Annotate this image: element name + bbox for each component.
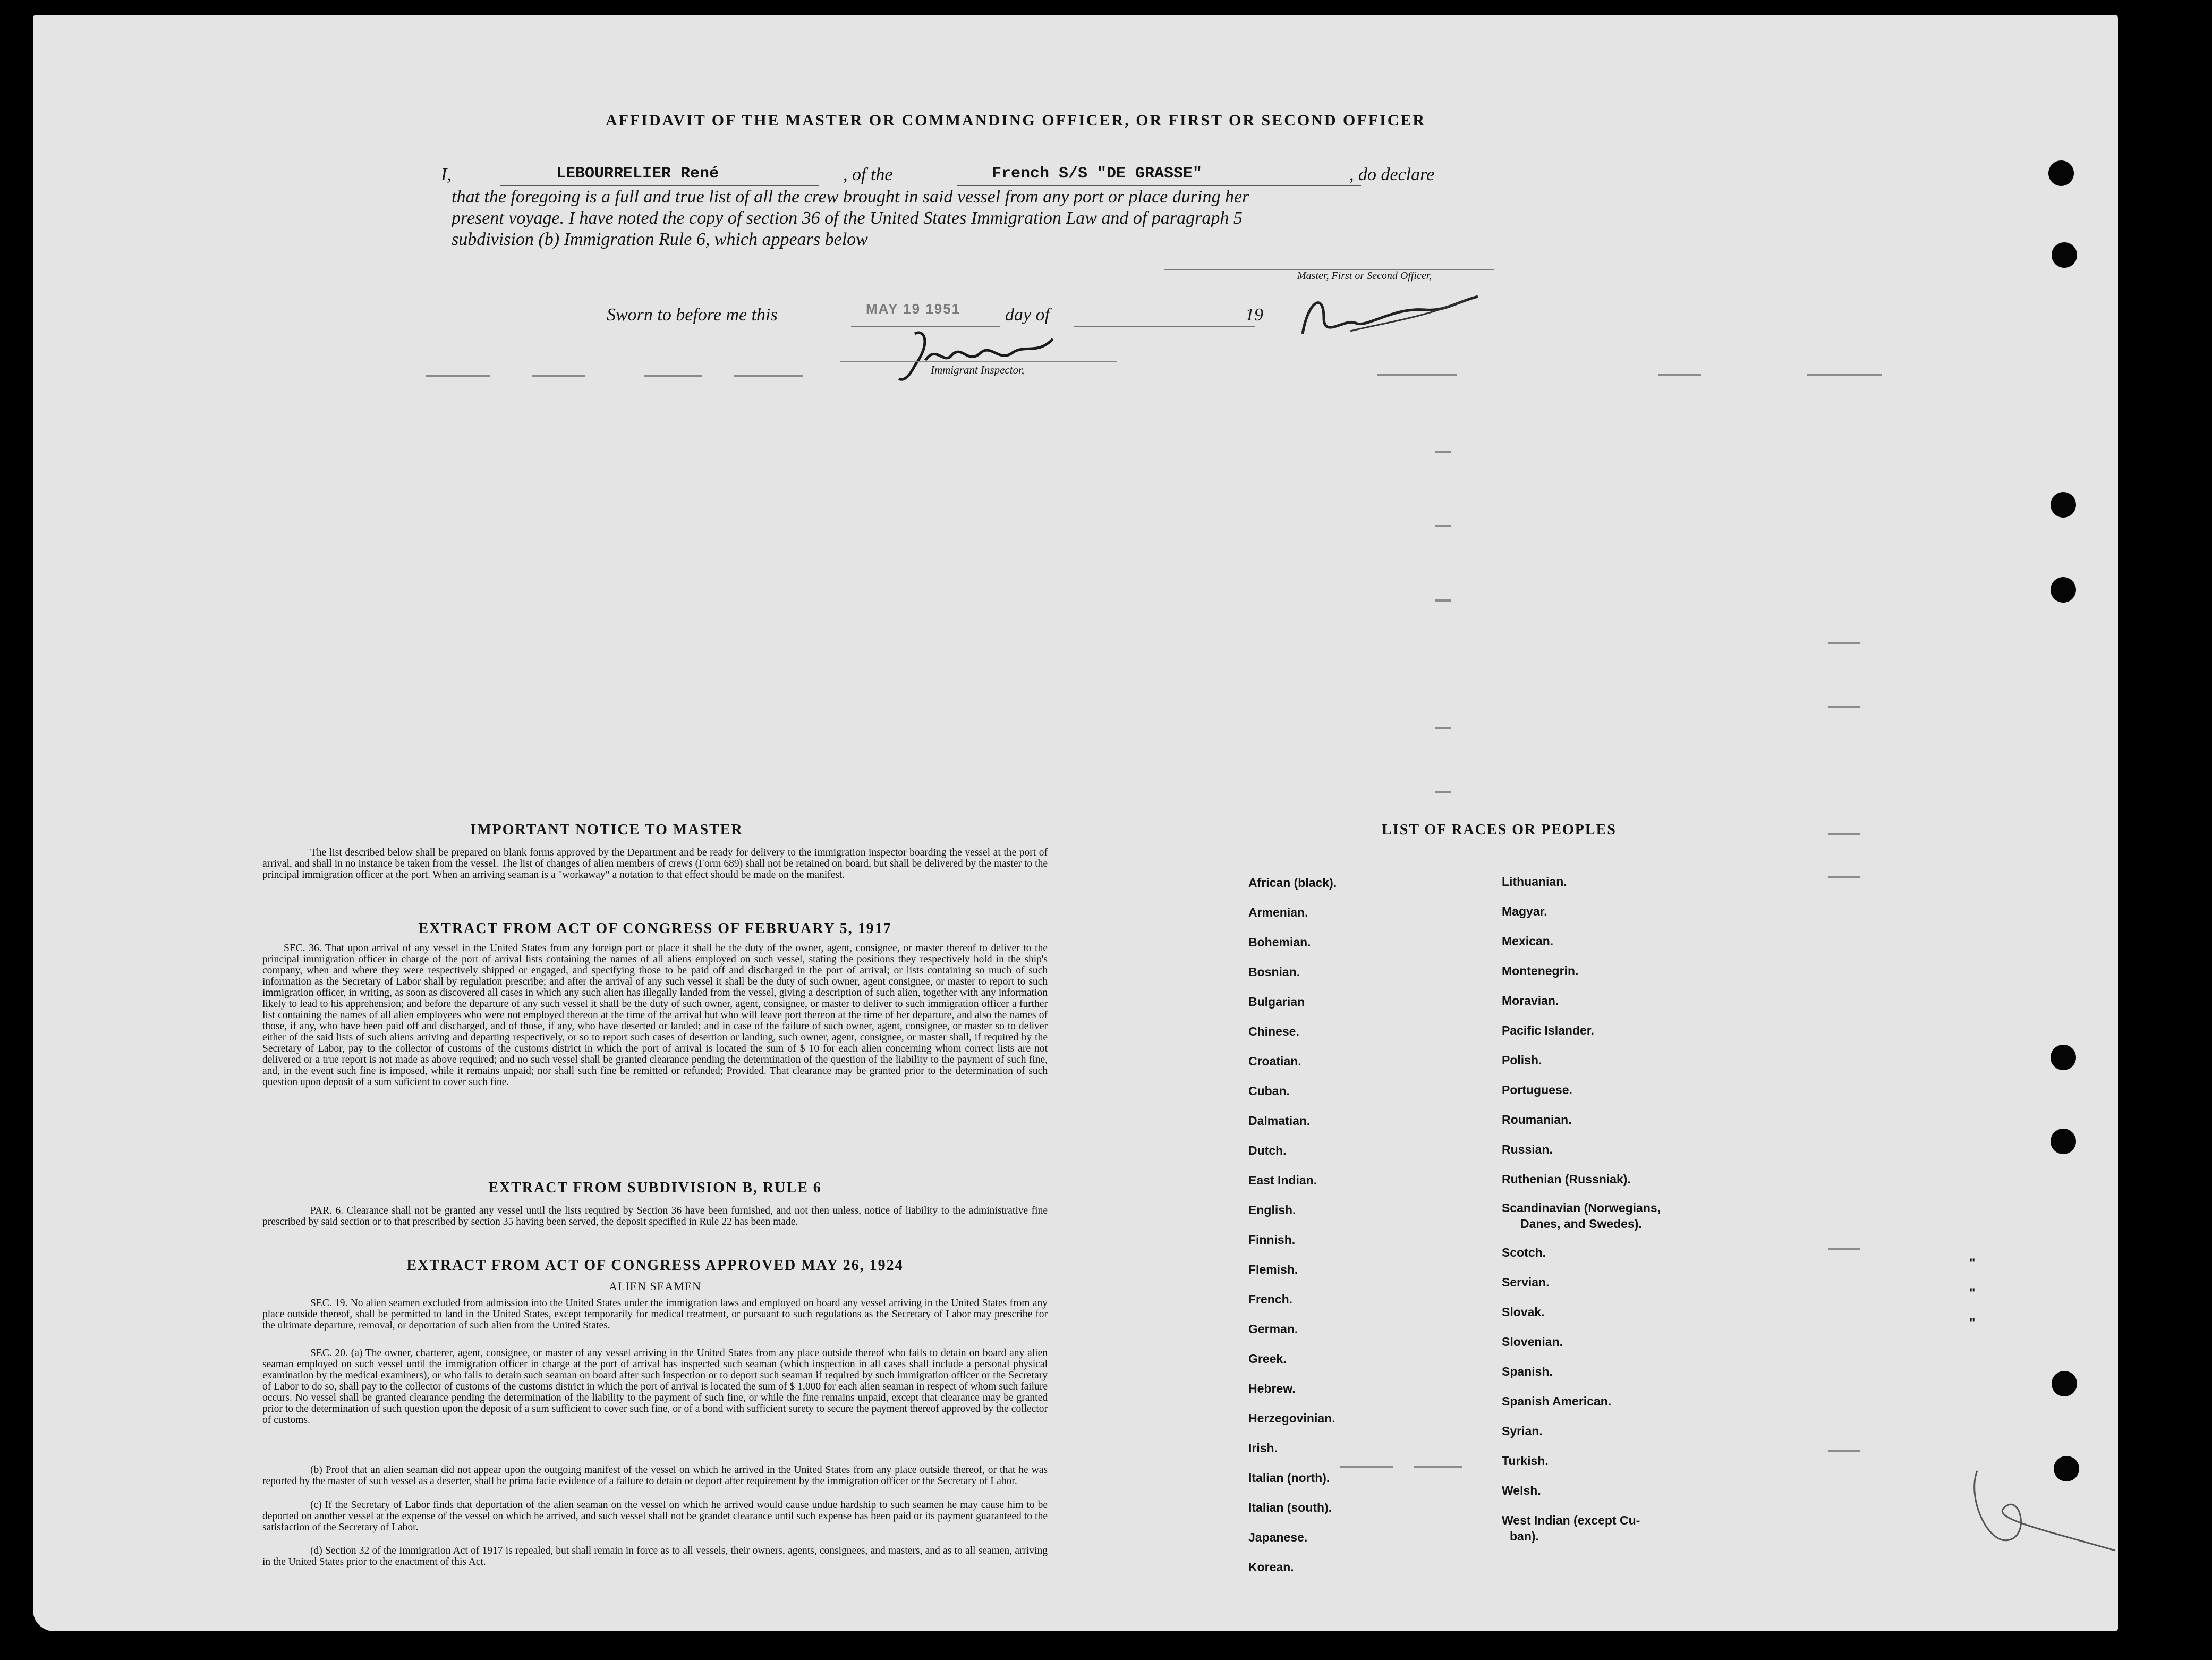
race-left: Armenian. — [1248, 905, 1308, 919]
race-left: Korean. — [1248, 1560, 1294, 1574]
extract2-title: EXTRACT FROM SUBDIVISION B, RULE 6 — [488, 1180, 822, 1196]
race-left: Greek. — [1248, 1352, 1287, 1366]
sec20a-text: SEC. 20. (a) The owner, charterer, agent, consignee, or master of any vessel arriving in the United States from any place outside thereof who fails to detain on board any alien seaman employed on such vessel until the immigration officer in charge at the port of arrival has inspected such seaman (which inspection in all cases shall include a personal physical examination by the medical examiners), or who fails to detain such seaman on board after such inspection or to deport such seaman if required by such immigration officer or the Secretary of Labor to do so, shall pay to the collector of customs of the customs district in which the port of arrival is located the sum of $ 1,000 for each alien seaman in respect of whom such failure occurs. No vessel shall be granted clearance pending the determination of the liability to the payment of such fine, or while the fine remains unpaid, except that clearance may be granted prior to the determination of such question upon the deposit of a sum sufficient to cover such fine, or of a bond with sufficient surety to secure the payment thereof approved by the collector of customs. — [262, 1348, 1048, 1426]
race-right: Danes, and Swedes). — [1520, 1217, 1642, 1231]
race-left: Cuban. — [1248, 1084, 1290, 1098]
ditto-mark: " — [1969, 1286, 1976, 1300]
race-left: German. — [1248, 1322, 1298, 1336]
inspector-signature — [894, 323, 1074, 387]
day-of-text: day of — [1005, 305, 1050, 325]
race-right: Polish. — [1502, 1053, 1542, 1067]
race-left: Herzegovinian. — [1248, 1411, 1335, 1425]
race-left: African (black). — [1248, 876, 1337, 890]
race-right: Russian. — [1502, 1142, 1553, 1156]
sec20c-text: (c) If the Secretary of Labor finds that deportation of the alien seaman on the vessel on which he arrived would cause undue hardship to such seamen he may cause him to be deported on another vessel at the expense of the vessel on which he arrived, and such vessel shall not be grandet clearance until such expense has been paid or its payment guaranteed to the satisfaction of the Secretary of Labor. — [262, 1500, 1048, 1533]
notice-title: IMPORTANT NOTICE TO MASTER — [470, 821, 743, 838]
race-left: Finnish. — [1248, 1233, 1296, 1247]
sec20d-text: (d) Section 32 of the Immigration Act of 1917 is repealed, but shall remain in force as to all vessels, their owners, agents, consignees, and masters, and as to all seamen, arriving in the United States prior to the enactment of this Act. — [262, 1545, 1048, 1568]
binder-hole — [2052, 1371, 2077, 1396]
sworn-text: Sworn to before me this — [607, 305, 778, 325]
race-left: Irish. — [1248, 1441, 1278, 1455]
affidavit-title: AFFIDAVIT OF THE MASTER OR COMMANDING OFFICER, OR FIRST OR SECOND OFFICER — [605, 112, 1426, 129]
race-right: Turkish. — [1502, 1454, 1549, 1468]
pencil-check-mark — [1956, 1450, 2118, 1566]
race-right: West Indian (except Cu- — [1502, 1513, 1640, 1527]
race-left: French. — [1248, 1292, 1293, 1306]
race-right: Montenegrin. — [1502, 964, 1579, 978]
race-right: Spanish. — [1502, 1365, 1553, 1378]
declaration-line-2: that the foregoing is a full and true list of all the crew brought in said vessel from any port or place during her — [452, 187, 1249, 207]
race-left: Japanese. — [1248, 1530, 1308, 1544]
sec20b-text: (b) Proof that an alien seaman did not appear upon the outgoing manifest of the vessel on which he arrived in the United States from any place outside thereof, or that he was reported by the master of such vessel as a deserter, shall be prima facie evidence of a failure to detain or deport after requirement by the immigration officer or the Secretary of Labor. — [262, 1464, 1048, 1487]
officer-signature — [1287, 286, 1488, 355]
race-right: Moravian. — [1502, 994, 1559, 1007]
race-left: Chinese. — [1248, 1024, 1299, 1038]
race-right: Roumanian. — [1502, 1113, 1572, 1127]
race-left: East Indian. — [1248, 1173, 1317, 1187]
race-right: Spanish American. — [1502, 1394, 1612, 1408]
race-left: Hebrew. — [1248, 1382, 1296, 1395]
do-declare-text: , do declare — [1349, 165, 1435, 184]
extract3-title: EXTRACT FROM ACT OF CONGRESS APPROVED MAY 26, 1924 — [406, 1257, 904, 1274]
race-right: ban). — [1510, 1529, 1539, 1543]
notice-body: The list described below shall be prepared on blank forms approved by the Department and be ready for delivery to the immigration inspector boarding the vessel at the port of arrival, and shall in no instance be taken from the vessel. The list of changes of alien members of crews (Form 689) shall not be retained on board, but shall be delivered by the master to the principal immigration officer at the port. When an arriving seaman is a "workaway" a notation to that effect should be made on the manifest. — [262, 847, 1048, 880]
binder-hole — [2052, 242, 2077, 268]
binder-hole — [2051, 492, 2076, 518]
inspector-caption: Immigrant Inspector, — [931, 363, 1025, 376]
declaration-line-4: subdivision (b) Immigration Rule 6, which appears below — [452, 230, 868, 249]
race-right: Scandinavian (Norwegians, — [1502, 1201, 1661, 1215]
sec19-text: SEC. 19. No alien seamen excluded from admission into the United States under the immigration laws and employed on board any vessel arriving in the United States from any place outside thereof, shall be permitted to land in the United States, except temporarily for medical treatment, or pursuant to such regulations as the Secretary of Labor may prescribe for the ultimate departure, removal, or deportation of such alien from the United States. — [262, 1298, 1048, 1331]
extract1-body: SEC. 36. That upon arrival of any vessel in the United States from any foreign port or place it shall be the duty of the owner, agent, consignee, or master thereof to deliver to the principal immigration officer in charge of the port of arrival lists containing the names of all aliens employed on such vessel, stating the positions they respectively hold in the ship's company, when and where they were respectively shipped or engaged, and specifying those to be paid off and discharged in the port of arrival; or lists containing so much of such information as the Secretary of Labor shall by regulation prescribe; and after the arrival of any such vessel it shall be the duty of such owner, agent consignee, or master to report to such immigration officer, in writing, as soon as discovered all cases in which any such alien has illegally landed from the vessel, giving a description of such alien, together with any information likely to lead to his apprehension; and before the departure of any such vessel it shall be the duty of such owner, agent, consignee, or master to deliver to such immigration officer a further list containing the names of all alien employees who were not employed thereon at the time of the arrival but who will leave port thereon at the time of her departure, and also the names of those, if any, who have been paid off and discharged, and of those, if any, who have deserted or landed; and in case of the failure of such owner, agent, consignee, or master so to deliver either of the said lists of such aliens arriving and departing respectively, or so to report such cases of desertion or landing, such owner, agent, consignee, or master shall, if required by the Secretary of Labor, pay to the collector of customs of the customs district in which the port of arrival is located the sum of $ 10 for each alien concerning whom correct lists are not delivered or a true report is not made as above required; and no such vessel shall be granted clearance pending the determination of the question of the liability to the payment of such fine, and, in the event such fine is imposed, while it remains unpaid; nor shall such fine be remitted or refunded; Provided. That clearance may be granted prior to the determination of such question upon deposit of a sum suficient to cover such fine. — [262, 943, 1048, 1088]
races-title: LIST OF RACES OR PEOPLES — [1382, 821, 1617, 838]
race-left: Italian (north). — [1248, 1471, 1330, 1485]
extract2-body: PAR. 6. Clearance shall not be granted any vessel until the lists required by Section 36 have been furnished, and not then unless, notice of liability to the administrative fine prescribed by said section or to that prescribed by section 35 having been served, the deposit specified in Rule 22 has been made. — [262, 1205, 1048, 1227]
master-name: LEBOURRELIER René — [556, 165, 719, 183]
race-left: Bosnian. — [1248, 965, 1300, 979]
ditto-mark: " — [1969, 1256, 1976, 1271]
binder-hole — [2051, 577, 2076, 603]
race-right: Lithuanian. — [1502, 875, 1567, 888]
race-left: Dutch. — [1248, 1144, 1287, 1157]
race-left: Bohemian. — [1248, 935, 1311, 949]
race-right: Mexican. — [1502, 934, 1554, 948]
race-right: Slovak. — [1502, 1305, 1545, 1319]
race-left: Italian (south). — [1248, 1501, 1332, 1514]
race-right: Servian. — [1502, 1275, 1550, 1289]
race-left: Bulgarian — [1248, 995, 1305, 1009]
document-sheet — [33, 15, 2118, 1631]
binder-hole — [2051, 1129, 2076, 1154]
race-right: Slovenian. — [1502, 1335, 1563, 1349]
race-right: Welsh. — [1502, 1484, 1541, 1497]
ditto-mark: " — [1969, 1316, 1976, 1330]
race-left: Croatian. — [1248, 1054, 1301, 1068]
vessel-name: French S/S "DE GRASSE" — [992, 165, 1203, 183]
declaration-line-3: present voyage. I have noted the copy of section 36 of the United States Immigration Law and of paragraph 5 — [452, 208, 1243, 228]
race-right: Scotch. — [1502, 1246, 1546, 1259]
date-stamp: MAY 19 1951 — [866, 301, 961, 317]
binder-hole — [2048, 160, 2074, 186]
affidavit-prefix: I, — [441, 165, 452, 184]
binder-hole — [2051, 1045, 2076, 1070]
extract3-subtitle: ALIEN SEAMEN — [609, 1280, 701, 1293]
race-right: Portuguese. — [1502, 1083, 1572, 1097]
race-right: Magyar. — [1502, 904, 1547, 918]
year-prefix: 19 — [1245, 305, 1263, 325]
officer-caption: Master, First or Second Officer, — [1297, 270, 1432, 282]
race-right: Pacific Islander. — [1502, 1023, 1594, 1037]
of-the-text: , of the — [843, 165, 893, 184]
race-left: Dalmatian. — [1248, 1114, 1311, 1128]
race-right: Ruthenian (Russniak). — [1502, 1172, 1631, 1186]
race-left: Flemish. — [1248, 1263, 1298, 1276]
extract1-title: EXTRACT FROM ACT OF CONGRESS OF FEBRUARY 5, 1917 — [418, 920, 892, 937]
binder-hole — [2054, 1456, 2079, 1481]
race-left: English. — [1248, 1203, 1296, 1217]
race-right: Syrian. — [1502, 1424, 1543, 1438]
